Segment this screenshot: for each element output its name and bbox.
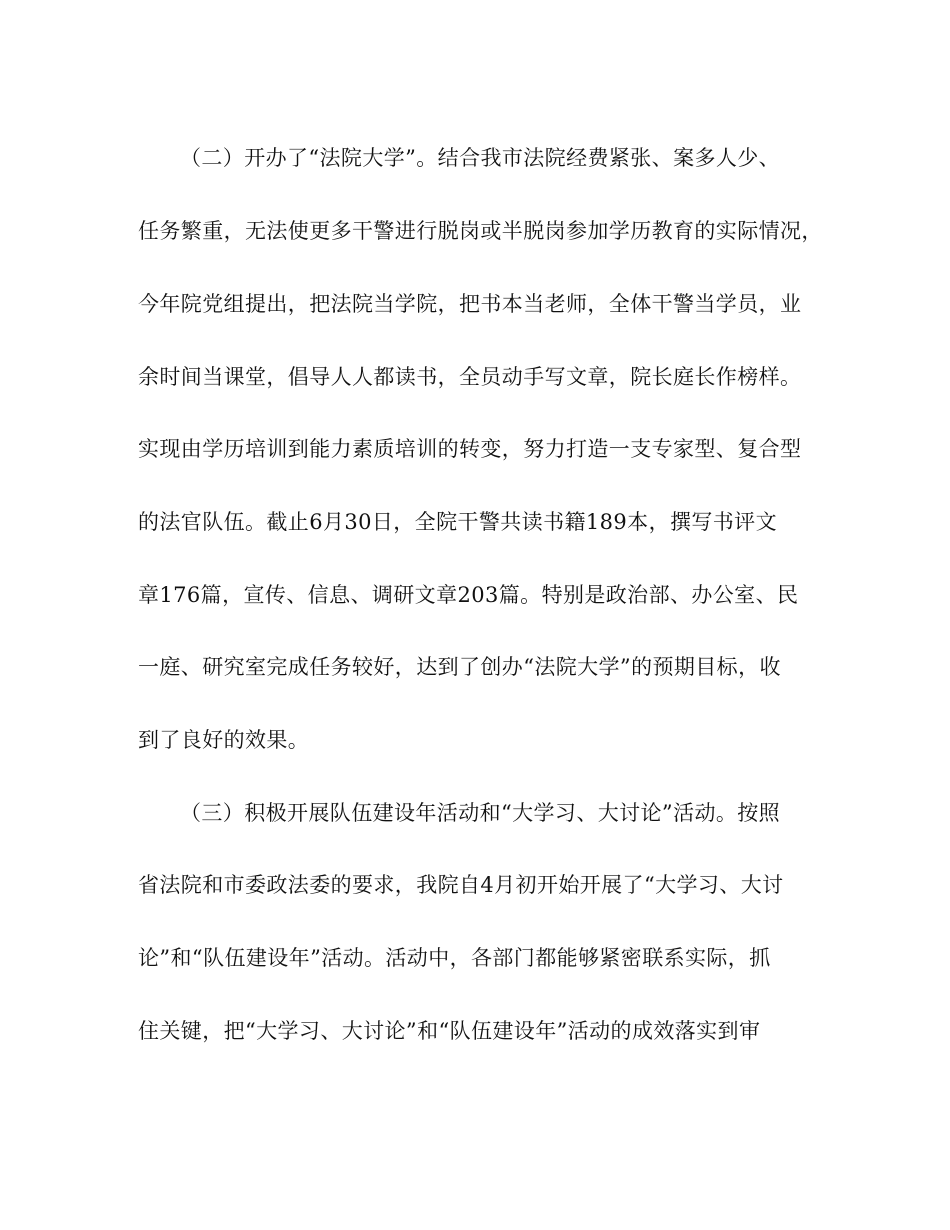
paragraph-2-line-3: 今年院党组提出，把法院当学院，把书本当老师，全体干警当学员，业 xyxy=(138,292,802,316)
paragraph-2-line-1: （二）开办了“法院大学”。结合我市法院经费紧张、案多人少、 xyxy=(180,146,781,170)
paragraph-3-line-2: 省法院和市委政法委的要求，我院自4月初开始开展了“大学习、大讨 xyxy=(138,873,784,897)
paragraph-3-line-3: 论”和“队伍建设年”活动。活动中，各部门都能够紧密联系实际，抓 xyxy=(138,946,771,970)
paragraph-3-line-1: （三）积极开展队伍建设年活动和“大学习、大讨论”活动。按照 xyxy=(180,801,781,825)
paragraph-2-line-9: 到了良好的效果。 xyxy=(138,728,310,752)
paragraph-2-line-6: 的法官队伍。截止6月30日，全院干警共读书籍189本，撰写书评文 xyxy=(138,510,777,534)
paragraph-2-line-8: 一庭、研究室完成任务较好，达到了创办“法院大学”的预期目标，收 xyxy=(138,655,781,679)
paragraph-2-line-2: 任务繁重，无法使更多干警进行脱岗或半脱岗参加学历教育的实际情况， xyxy=(138,219,823,243)
paragraph-2-line-5: 实现由学历培训到能力素质培训的转变，努力打造一支专家型、复合型 xyxy=(138,437,802,461)
paragraph-3-line-4: 住关键，把“大学习、大讨论”和“队伍建设年”活动的成效落实到审 xyxy=(138,1019,761,1043)
paragraph-2-line-7: 章176篇，宣传、信息、调研文章203篇。特别是政治部、办公室、民 xyxy=(138,583,799,607)
paragraph-2-line-4: 余时间当课堂，倡导人人都读书，全员动手写文章，院长庭长作榜样。 xyxy=(138,365,802,389)
